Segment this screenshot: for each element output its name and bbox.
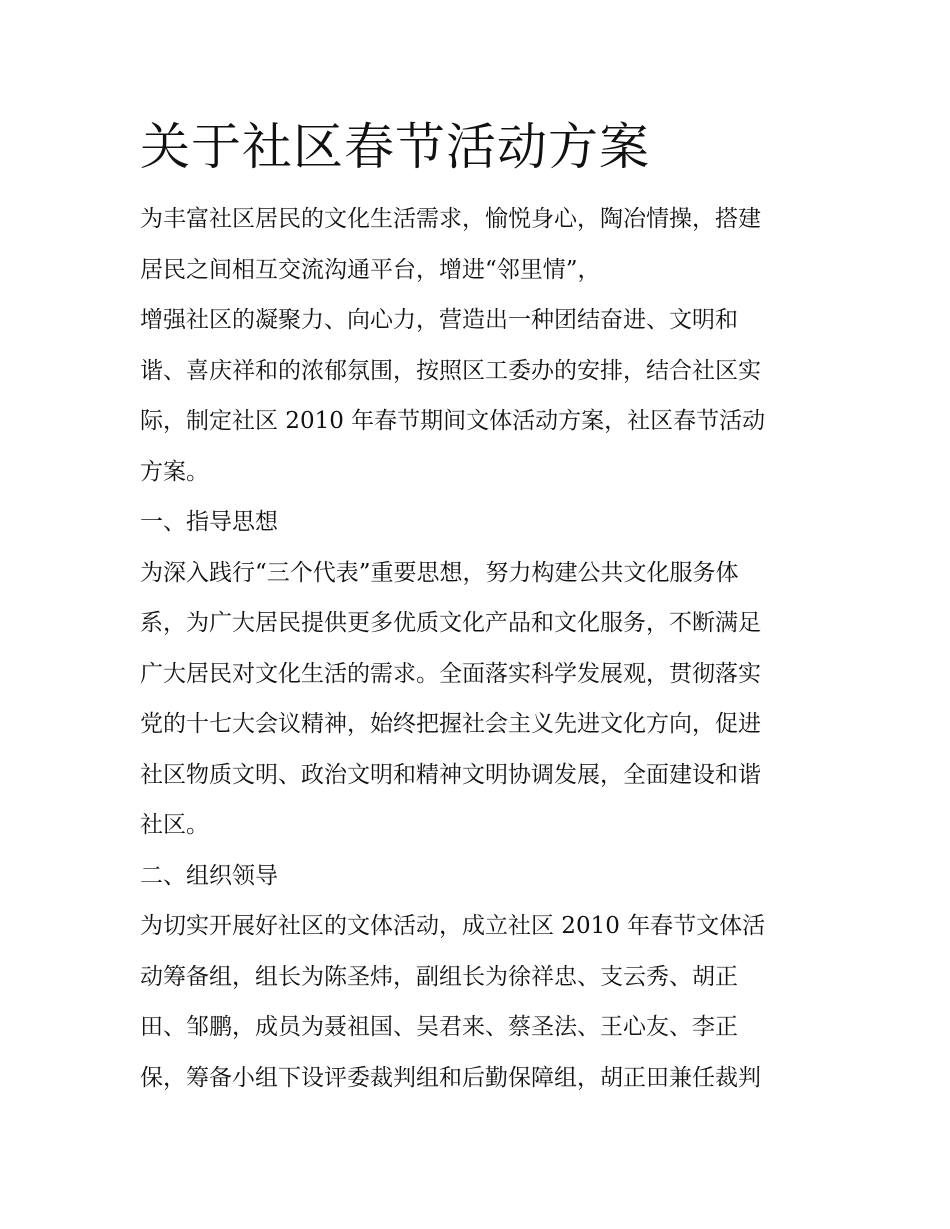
section1-line: 社区物质文明、政治文明和精神文明协调发展，全面建设和谐 xyxy=(140,761,761,788)
section2-line: 为切实开展好社区的文体活动，成立社区 2010 年春节文体活 xyxy=(140,913,766,939)
section1-line: 为深入践行“三个代表”重要思想，努力构建公共文化服务体 xyxy=(140,559,739,586)
section-heading-organization: 二、组织领导 xyxy=(140,862,278,889)
section1-paragraph xyxy=(140,548,820,851)
document-page xyxy=(140,112,820,1103)
intro-paragraph xyxy=(140,194,820,497)
section2-line: 田、邹鹏，成员为聂祖国、吴君来、蔡圣法、王心友、李正 xyxy=(140,1014,738,1040)
section1-line: 社区。 xyxy=(140,812,209,838)
section2-paragraph xyxy=(140,901,820,1103)
intro-line: 增强社区的凝聚力、向心力，营造出一种团结奋进、文明和 xyxy=(140,307,738,333)
section2-line: 动筹备组，组长为陈圣炜，副组长为徐祥忠、支云秀、胡正 xyxy=(140,963,738,990)
section1-line: 党的十七大会议精神，始终把握社会主义先进文化方向，促进 xyxy=(140,711,761,737)
intro-line: 谐、喜庆祥和的浓郁氛围，按照区工委办的安排，结合社区实 xyxy=(140,357,761,384)
section2-line: 保，筹备小组下设评委裁判组和后勤保障组，胡正田兼任裁判 xyxy=(140,1064,761,1091)
intro-line: 际，制定社区 2010 年春节期间文体活动方案，社区春节活动 xyxy=(140,408,766,434)
section1-line: 广大居民对文化生活的需求。全面落实科学发展观，贯彻落实 xyxy=(140,660,761,687)
section-heading-guiding-thought: 一、指导思想 xyxy=(140,509,278,535)
document-title: 关于社区春节活动方案 xyxy=(140,118,650,176)
intro-line: 为丰富社区居民的文化生活需求，愉悦身心，陶冶情操，搭建 xyxy=(140,206,761,232)
intro-line: 方案。 xyxy=(140,458,209,485)
section1-line: 系，为广大居民提供更多优质文化产品和文化服务，不断满足 xyxy=(140,610,761,636)
intro-line: 居民之间相互交流沟通平台，增进“邻里情”， xyxy=(140,256,601,283)
